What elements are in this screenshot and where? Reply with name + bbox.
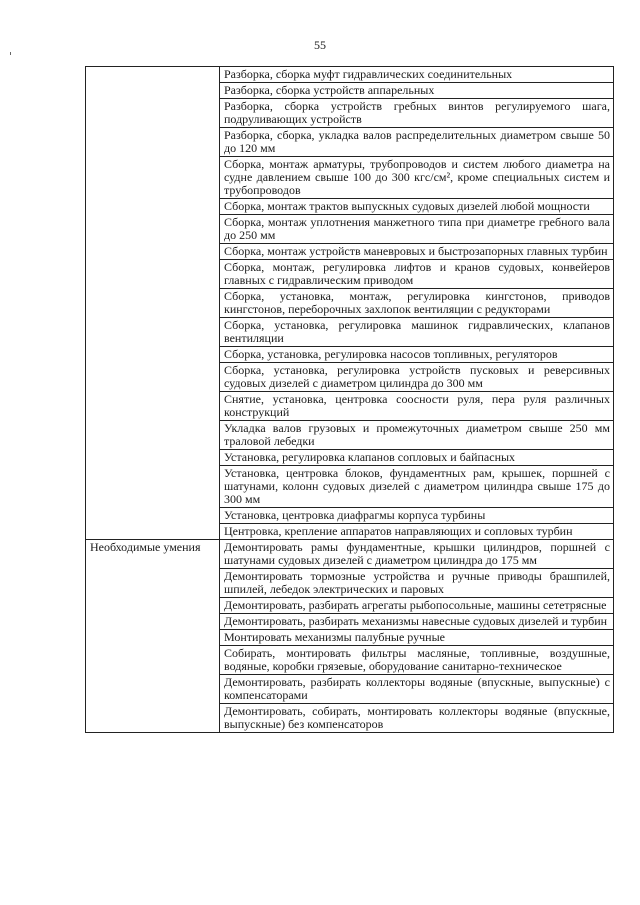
work-item-cell: Установка, регулировка клапанов сопловых и байпасных (220, 450, 614, 466)
work-item-cell: Разборка, сборка муфт гидравлических соединительных (220, 67, 614, 83)
work-item-cell: Разборка, сборка устройств аппарельных (220, 83, 614, 99)
skill-item-cell: Демонтировать, собирать, монтировать коллекторы водяные (впускные, выпускные) без компенсаторов (220, 704, 614, 733)
work-item-cell: Установка, центровка диафрагмы корпуса турбины (220, 508, 614, 524)
work-item-cell: Снятие, установка, центровка соосности руля, пера руля различных конструкций (220, 392, 614, 421)
skill-item-cell: Демонтировать тормозные устройства и ручные приводы брашпилей, шпилей, лебедок электрических и паровых (220, 569, 614, 598)
skill-item-cell: Монтировать механизмы палубные ручные (220, 630, 614, 646)
work-item-cell: Укладка валов грузовых и промежуточных диаметром свыше 250 мм траловой лебедки (220, 421, 614, 450)
work-item-cell: Сборка, установка, регулировка машинок гидравлических, клапанов вентиляции (220, 318, 614, 347)
skill-item-cell: Демонтировать, разбирать коллекторы водяные (впускные, выпускные) с компенсаторами (220, 675, 614, 704)
work-item-cell: Сборка, монтаж, регулировка лифтов и кранов судовых, конвейеров главных с гидравлическим приводом (220, 260, 614, 289)
work-item-cell: Сборка, установка, регулировка устройств пусковых и реверсивных судовых дизелей с диаметром цилиндра до 300 мм (220, 363, 614, 392)
page-number: 55 (314, 38, 326, 52)
work-item-cell: Сборка, монтаж уплотнения манжетного типа при диаметре гребного вала до 250 мм (220, 215, 614, 244)
skill-item-cell: Собирать, монтировать фильтры масляные, топливные, воздушные, водяные, коробки грязевые, оборудование санитарно-техническое (220, 646, 614, 675)
skill-item-cell: Демонтировать рамы фундаментные, крышки цилиндров, поршней с шатунами судовых дизелей с диаметром цилиндра до 175 мм (220, 540, 614, 569)
work-item-cell: Разборка, сборка устройств гребных винтов регулируемого шага, подруливающих устройств (220, 99, 614, 128)
table-row (86, 67, 614, 83)
work-item-cell: Сборка, монтаж трактов выпускных судовых дизелей любой мощности (220, 199, 614, 215)
competency-table (85, 66, 614, 733)
table-row (86, 540, 614, 569)
work-item-cell: Установка, центровка блоков, фундаментных рам, крышек, поршней с шатунами, колонн судовых дизелей с диаметром цилиндра свыше 175 до 300 мм (220, 466, 614, 508)
work-item-cell: Сборка, установка, монтаж, регулировка кингстонов, приводов кингстонов, переборочных захлопок вентиляции с редукторами (220, 289, 614, 318)
skills-section-label: Необходимые умения (86, 540, 220, 733)
skill-item-cell: Демонтировать, разбирать агрегаты рыбопосольные, машины сететрясные (220, 598, 614, 614)
work-item-cell: Разборка, сборка, укладка валов распределительных диаметром свыше 50 до 120 мм (220, 128, 614, 157)
work-section-label-cell (86, 67, 220, 540)
work-item-cell: Сборка, монтаж арматуры, трубопроводов и систем любого диаметра на судне давлением свыше 100 до 300 кгс/см², кроме специальных систем и трубопроводов (220, 157, 614, 199)
work-item-cell: Сборка, установка, регулировка насосов топливных, регуляторов (220, 347, 614, 363)
work-item-cell: Сборка, монтаж устройств маневровых и быстрозапорных главных турбин (220, 244, 614, 260)
skill-item-cell: Демонтировать, разбирать механизмы навесные судовых дизелей и турбин (220, 614, 614, 630)
work-item-cell: Центровка, крепление аппаратов направляющих и сопловых турбин (220, 524, 614, 540)
